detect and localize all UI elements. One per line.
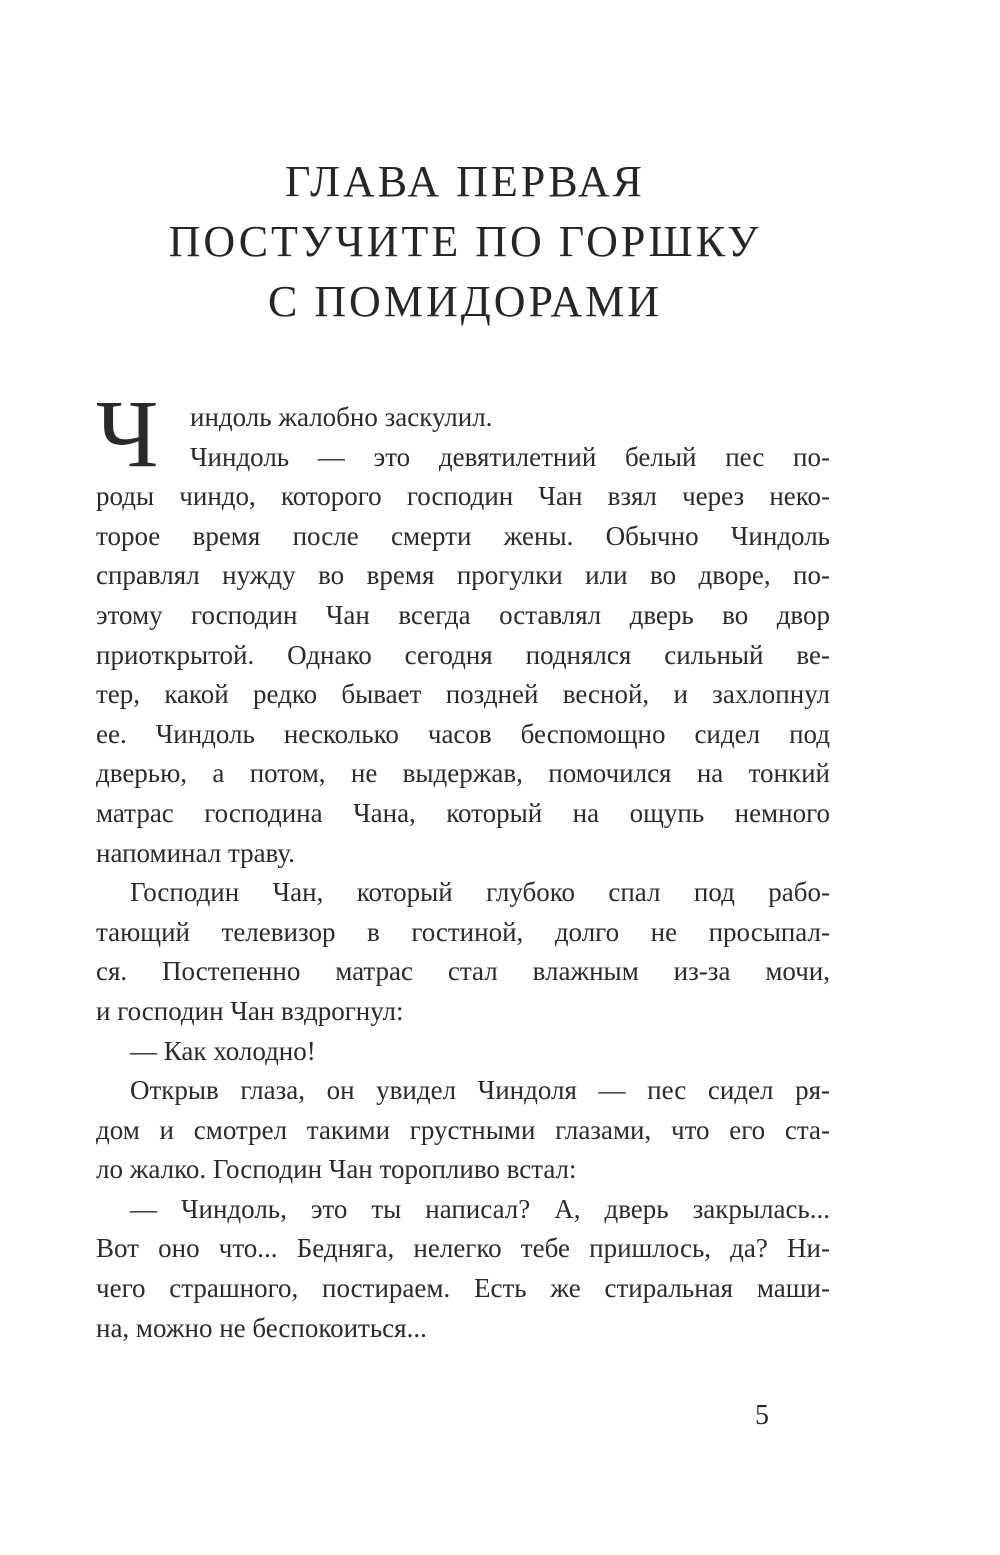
text-line: матрас господина Чана, который на ощупь немного xyxy=(96,797,830,828)
text-line: тающий телевизор в гостиной, долго не просыпал- xyxy=(96,916,830,947)
text-line: и господин Чан вздрогнул: xyxy=(96,995,404,1026)
text-line: справлял нужду во время прогулки или во дворе, по- xyxy=(96,560,830,591)
chapter-heading-line: С ПОМИДОРАМИ xyxy=(267,277,663,326)
text-line: дом и смотрел такими грустными глазами, что его ста- xyxy=(96,1114,830,1145)
text-line: Господин Чан, который глубоко спал под рабо- xyxy=(130,877,830,908)
text-line: чего страшного, постираем. Есть же стиральная маши- xyxy=(96,1273,830,1304)
text-line: ло жалко. Господин Чан торопливо встал: xyxy=(96,1154,577,1185)
text-line: напоминал траву. xyxy=(96,837,295,868)
chapter-body xyxy=(96,380,830,1348)
text-line: ся. Постепенно матрас стал влажным из-за мочи, xyxy=(96,956,830,987)
chapter-heading-line: ПОСТУЧИТЕ ПО ГОРШКУ xyxy=(168,217,762,266)
text-line: дверью, а потом, не выдержав, помочился на тонкий xyxy=(96,758,830,789)
text-line: ее. Чиндоль несколько часов беспомощно сидел под xyxy=(96,718,830,749)
text-line: Чиндоль — это девятилетний белый пес по- xyxy=(190,441,830,472)
text-line: Вот оно что... Бедняга, нелегко тебе пришлось, да? Ни- xyxy=(96,1233,830,1264)
text-line: приоткрытой. Однако сегодня поднялся сильный ве- xyxy=(96,639,830,670)
chapter-heading-line: ГЛАВА ПЕРВАЯ xyxy=(285,157,645,206)
text-line: тер, какой редко бывает поздней весной, и захлопнул xyxy=(96,679,830,710)
text-line: — Как холодно! xyxy=(130,1035,316,1066)
opening-paragraph xyxy=(96,380,830,487)
page-number: 5 xyxy=(755,1400,769,1431)
text-line: этому господин Чан всегда оставлял дверь во двор xyxy=(96,599,830,630)
text-line: роды чиндо, которого господин Чан взял через неко- xyxy=(96,481,830,512)
text-line: индоль жалобно заскулил. xyxy=(190,402,493,432)
text-line: на, можно не беспокоиться... xyxy=(96,1312,427,1343)
drop-cap: Ч xyxy=(96,380,159,487)
text-line: торое время после смерти жены. Обычно Чиндоль xyxy=(96,520,830,551)
text-line: — Чиндоль, это ты написал? А, дверь закрылась... xyxy=(130,1193,830,1224)
chapter-heading xyxy=(0,152,930,332)
text-line: Открыв глаза, он увидел Чиндоля — пес сидел ря- xyxy=(130,1075,830,1106)
